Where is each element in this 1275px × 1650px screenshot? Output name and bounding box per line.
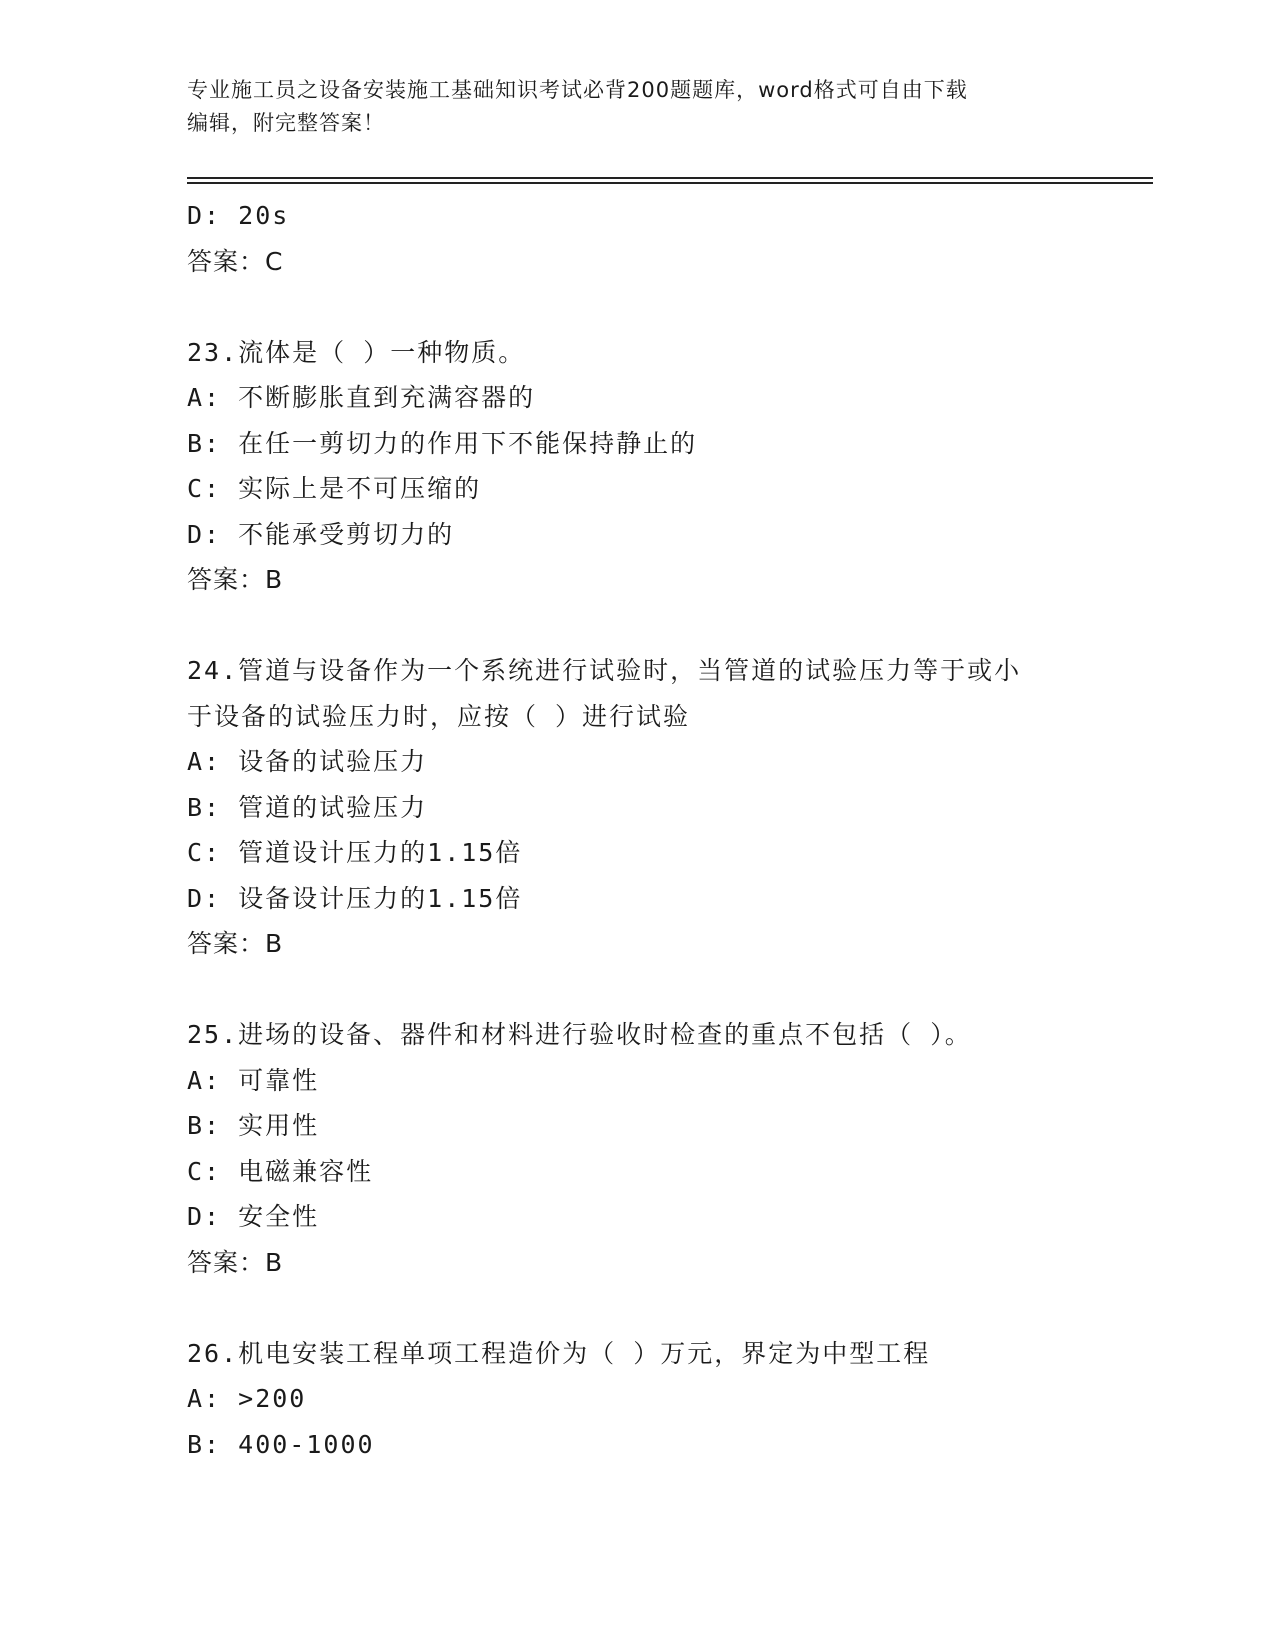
prev-question-option-d: D: 20s [187,201,290,230]
answer: 答案：B [187,565,284,594]
question-stem: 23.流体是（ ）一种物质。 [187,337,526,367]
option-a: A: 可靠性 [187,1065,320,1095]
option-d: D: 不能承受剪切力的 [187,519,455,549]
option-c: C: 实际上是不可压缩的 [187,474,482,503]
option-b: B: 管道的试验压力 [187,792,428,822]
option-a: A: 不断膨胀直到充满容器的 [187,383,536,412]
spacer [187,1285,1107,1331]
spacer [187,967,1107,1013]
question-24 [187,648,1107,967]
answer: 答案：B [187,1247,284,1277]
question-stem-line-2: 于设备的试验压力时，应按（ ）进行试验 [187,701,691,731]
option-c: C: 电磁兼容性 [187,1156,374,1186]
option-d: D: 安全性 [187,1202,320,1231]
question-stem: 26.机电安装工程单项工程造价为（ ）万元，界定为中型工程 [187,1338,931,1368]
header-divider-bottom [187,182,1153,184]
header-divider-top [187,177,1153,179]
question-26 [187,1331,1107,1468]
question-stem: 25.进场的设备、器件和材料进行验收时检查的重点不包括（ ）。 [187,1020,972,1049]
option-d: D: 设备设计压力的1.15倍 [187,883,523,913]
spacer [187,284,1107,330]
question-23 [187,330,1107,603]
option-a: A: 设备的试验压力 [187,747,428,776]
spacer [187,603,1107,649]
header-title-line-1: 专业施工员之设备安装施工基础知识考试必背200题题库，word格式可自由下载 [187,78,968,102]
question-list [187,193,1107,1467]
question-25 [187,1012,1107,1285]
document-header [187,74,1067,140]
prev-question-answer: 答案：C [187,246,284,276]
option-a: A: >200 [187,1384,307,1413]
option-b: B: 400-1000 [187,1429,375,1459]
option-b: B: 在任一剪切力的作用下不能保持静止的 [187,428,698,458]
option-b: B: 实用性 [187,1111,320,1140]
answer: 答案：B [187,929,284,958]
header-title-line-2: 编辑，附完整答案！ [187,111,385,135]
question-stem-line-1: 24.管道与设备作为一个系统进行试验时，当管道的试验压力等于或小 [187,656,1022,685]
option-c: C: 管道设计压力的1.15倍 [187,838,523,867]
